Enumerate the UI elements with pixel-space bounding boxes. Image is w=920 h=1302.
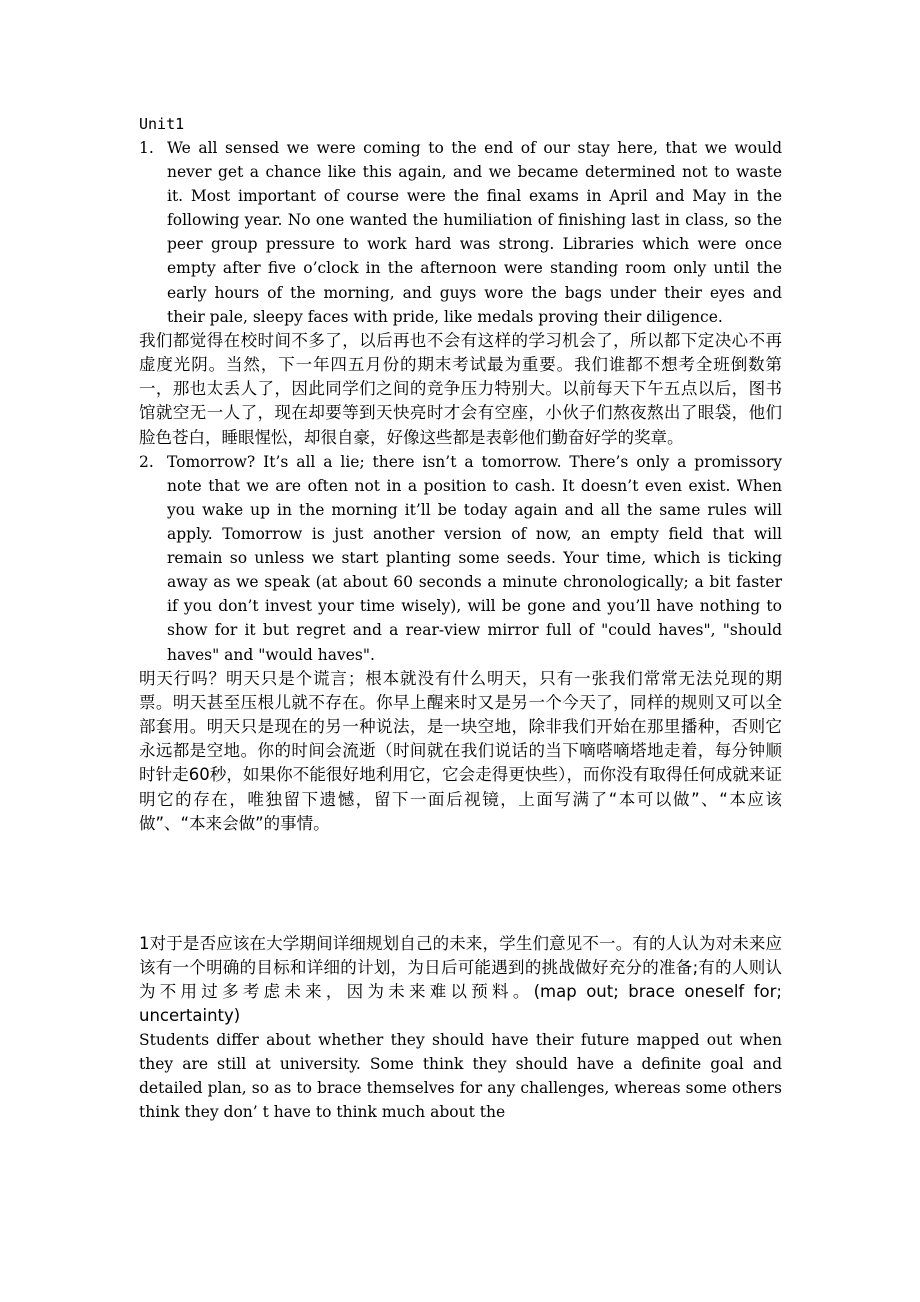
exercise-english: Students differ about whether they should have their future mapped out when they are still at university. Some think they should have a definite goal and detailed plan, so as to brace themselves for any challenges, whereas some others think they don’ t have to think much about the xyxy=(139,1031,782,1122)
passage-1-number: 1. xyxy=(139,139,154,157)
section-spacer xyxy=(139,836,782,932)
document-page xyxy=(139,112,782,1124)
passage-2-english: Tomorrow? It’s all a lie; there isn’t a tomorrow. There’s only a promissory note that we are often not in a position to cash. It doesn’t even exist. When you wake up in the morning it’ll be today again and all the same rules will apply. Tomorrow is just another version of now, an empty field that will remain so unless we start planting some seeds. Your time, which is ticking away as we speak (at about 60 seconds a minute chronologically; a bit faster if you don’t invest your time wisely), will be gone and you’ll have nothing to show for it but regret and a rear-view mirror full of "could haves", "should haves" and "would haves". xyxy=(167,452,782,664)
passage-1-english: We all sensed we were coming to the end of our stay here, that we would never get a chance like this again, and we became determined not to waste it. Most important of course were the final exams in April and May in the following year. No one wanted the humiliation of finishing last in class, so the peer group pressure to work hard was strong. Libraries which were once empty after five o’clock in the afternoon were standing room only until the early hours of the morning, and guys wore the bags under their eyes and their pale, sleepy faces with pride, like medals proving their diligence. xyxy=(167,139,782,326)
passage-2 xyxy=(139,450,782,667)
passage-2-chinese: 明天行吗？明天只是个谎言；根本就没有什么明天，只有一张我们常常无法兑现的期票。明天甚至压根儿就不存在。你早上醒来时又是另一个今天了，同样的规则又可以全部套用。明天只是现在的另一种说法，是一块空地，除非我们开始在那里播种，否则它永远都是空地。你的时间会流逝（时间就在我们说话的当下嘀嗒嘀塔地走着，每分钟顺时针走60秒，如果你不能很好地利用它，它会走得更快些），而你没有取得任何成就来证明它的存在，唯独留下遗憾，留下一面后视镜，上面写满了“本可以做”、“本应该做”、“本来会做”的事情。 xyxy=(139,668,782,833)
exercise-chinese: 1对于是否应该在大学期间详细规划自己的未来，学生们意见不一。有的人认为对未来应该有一个明确的目标和详细的计划，为日后可能遇到的挑战做好充分的准备;有的人则认为不用过多考虑未来，因为未来难以预料。(map out; brace oneself for; uncertainty) xyxy=(139,934,782,1026)
passage-1-chinese: 我们都觉得在校时间不多了，以后再也不会有这样的学习机会了，所以都下定决心不再虚度光阴。当然，下一年四五月份的期末考试最为重要。我们谁都不想考全班倒数第一，那也太丢人了，因此同学们之间的竞争压力特别大。以前每天下午五点以后，图书馆就空无一人了，现在却要等到天快亮时才会有空座，小伙子们熬夜熬出了眼袋，他们脸色苍白，睡眼惺忪，却很自豪，好像这些都是表彰他们勤奋好学的奖章。 xyxy=(139,330,782,447)
passage-2-number: 2. xyxy=(139,452,154,471)
passage-1 xyxy=(139,136,782,329)
unit-heading: Unit1 xyxy=(139,115,185,133)
